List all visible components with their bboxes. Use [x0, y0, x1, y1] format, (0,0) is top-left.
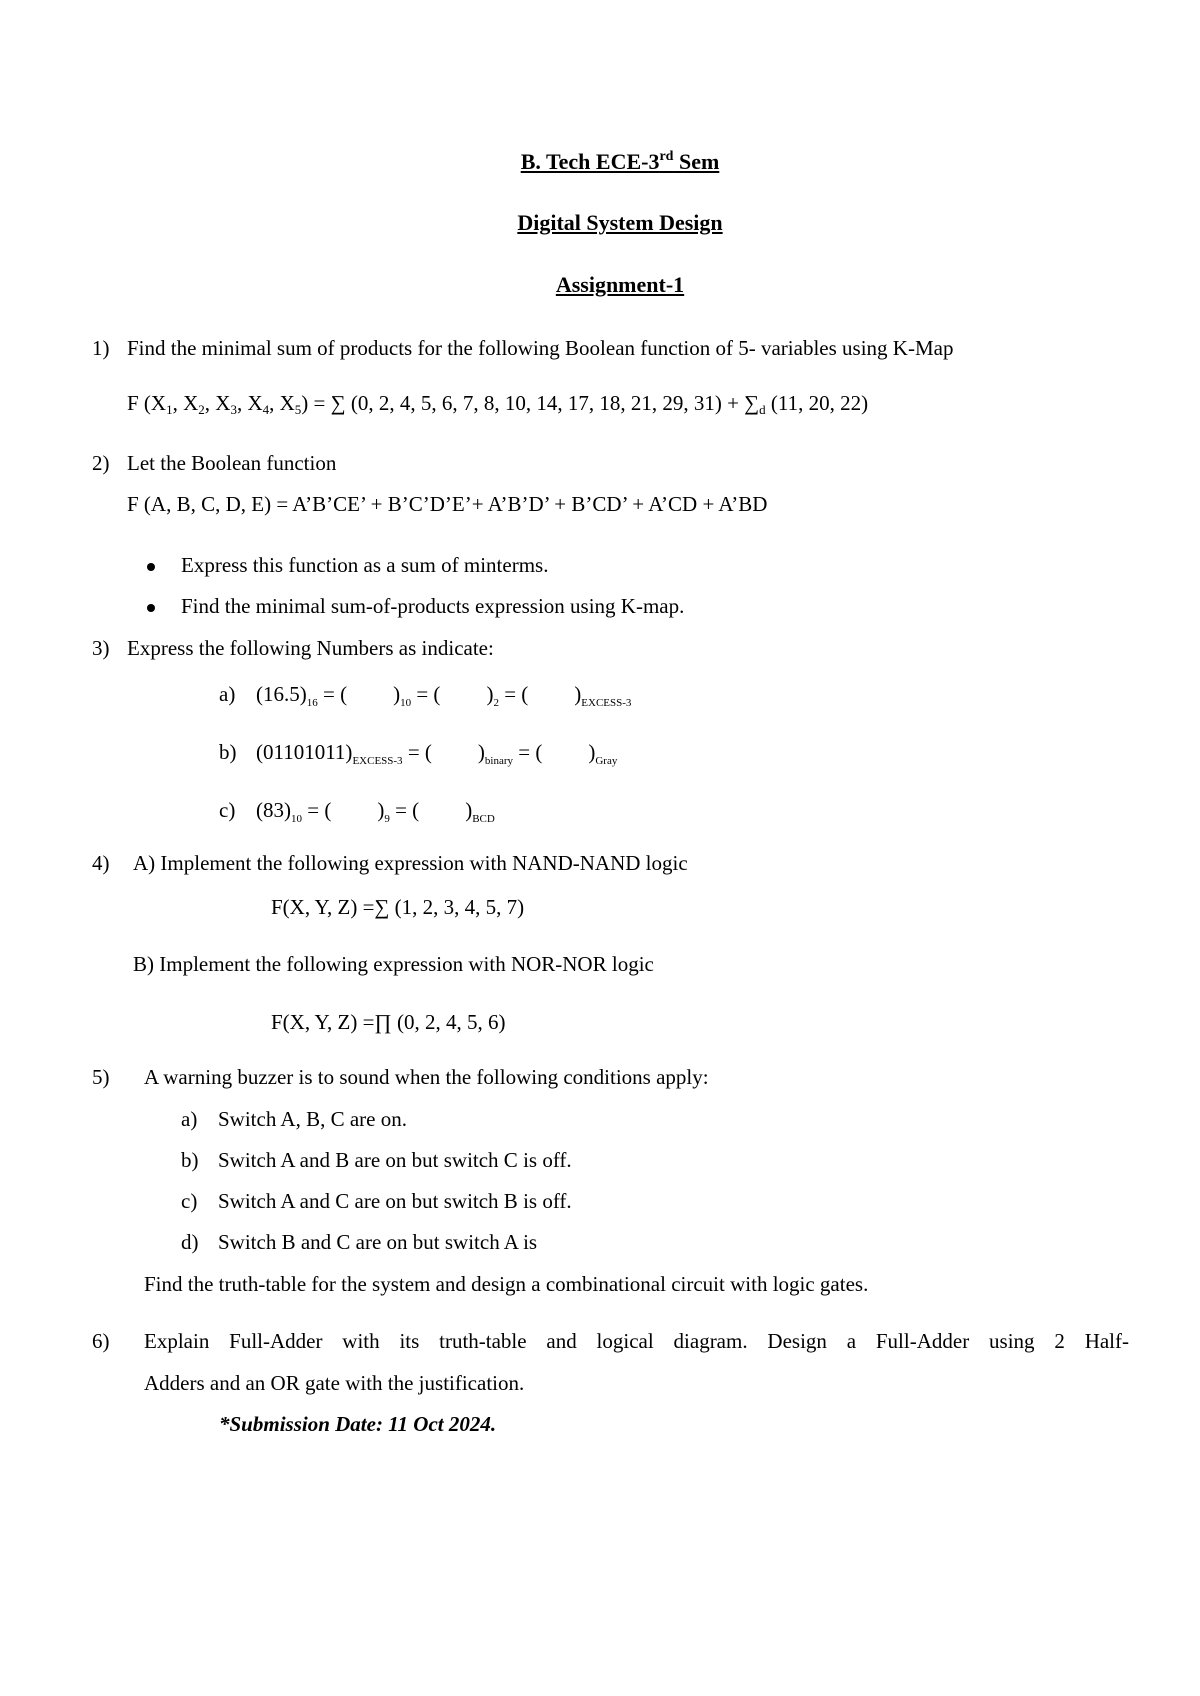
q3-number: 3)	[92, 636, 110, 660]
q3a-label: a)	[219, 682, 236, 706]
q5-item-label: d)	[181, 1230, 199, 1254]
submission-date: *Submission Date: 11 Oct 2024.	[219, 1412, 497, 1436]
q5-item-label: c)	[181, 1189, 198, 1213]
q3-text: Express the following Numbers as indicate:	[127, 636, 494, 660]
q4a-function: F(X, Y, Z) =∑ (1, 2, 3, 4, 5, 7)	[271, 895, 525, 919]
q4-number: 4)	[92, 851, 110, 875]
q1-number: 1)	[92, 336, 110, 360]
q3c-expression: $(83)_{10}$ = ( )$_9$ = ( )$_{BCD}$	[256, 798, 495, 825]
q6-line-2: Adders and an OR gate with the justification.	[144, 1371, 525, 1395]
q3b-label: b)	[219, 740, 237, 764]
q5-text: A warning buzzer is to sound when the following conditions apply:	[144, 1065, 709, 1089]
q5-item-text: Switch A and C are on but switch B is off.	[218, 1189, 572, 1213]
q1-text: Find the minimal sum of products for the following Boolean function of 5- variables using K-Map	[127, 336, 954, 360]
q5-item-label: a)	[181, 1107, 198, 1131]
q5-item-text: Switch A and B are on but switch C is off.	[218, 1148, 572, 1172]
assignment-title: Assignment-1	[555, 272, 685, 297]
q4b-function: F(X, Y, Z) =∏ (0, 2, 4, 5, 6)	[271, 1010, 506, 1034]
bullet-icon	[147, 563, 155, 571]
q1-function: F ($X_1$, $X_2$, $X_3$, $X_4$, $X_5$) = ∑ (0, 2, 4, 5, 6, 7, 8, 10, 14, 17, 18, 21, 29, $31) + \sum_d$ (11, 20, 22)	[127, 391, 869, 417]
q2-number: 2)	[92, 451, 110, 475]
bullet-icon	[147, 604, 155, 612]
subject-title: Digital System Design	[517, 210, 723, 235]
q6-line-1: Explain Full-Adder with its truth-table and logical diagram. Design a Full-Adder using 2 Half-	[144, 1329, 1129, 1353]
q4a-text: A) Implement the following expression with NAND-NAND logic	[133, 851, 688, 875]
q4b-text: B) Implement the following expression with NOR-NOR logic	[133, 952, 654, 976]
q6-number: 6)	[92, 1329, 110, 1353]
q5-number: 5)	[92, 1065, 110, 1089]
q3b-expression: $(01101011)_{EXCESS-3}$ = ( )$_{binary}$ = ( )$_{Gray}$	[256, 740, 618, 767]
q3c-label: c)	[219, 798, 236, 822]
q2-function: F (A, B, C, D, E) = A’B’CE’ + B’C’D’E’+ A’B’D’ + B’CD’ + A’CD + A’BD	[127, 492, 768, 516]
q2-text: Let the Boolean function	[127, 451, 337, 475]
q2-bullet-1: Express this function as a sum of minterms.	[181, 553, 549, 577]
q5-footer: Find the truth-table for the system and design a combinational circuit with logic gates.	[144, 1272, 869, 1296]
q2-bullet-2: Find the minimal sum-of-products expression using K-map.	[181, 594, 685, 618]
q3a-expression: $(16.5)_{16}$ = ( )$_{10}$ = ( )$_2$ = ( )$_{EXCESS-3}$	[256, 682, 632, 709]
q5-item-text: Switch B and C are on but switch A is	[218, 1230, 538, 1254]
q5-item-text: Switch A, B, C are on.	[218, 1107, 407, 1131]
q5-item-label: b)	[181, 1148, 199, 1172]
course-title: B. Tech ECE-3rd Sem	[520, 149, 720, 174]
